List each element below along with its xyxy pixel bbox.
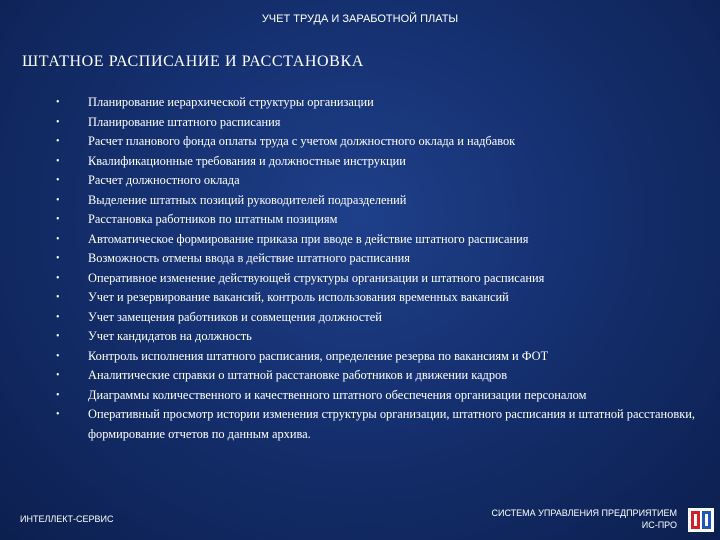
bullet: •	[56, 272, 60, 284]
list-item-text: Расстановка работников по штатным позициям	[88, 212, 338, 226]
list-item-text: Выделение штатных позиций руководителей подразделений	[88, 192, 407, 207]
list-item-text: Планирование иерархической структуры организации	[88, 95, 374, 109]
company-name: ИНТЕЛЛЕКТ-СЕРВИС	[20, 514, 114, 524]
list-item-text: Оперативный просмотр истории изменения структуры организации, штатного расписания и штатной расстановки, формирование отчетов по данным архива.	[88, 407, 695, 441]
list-item-text: Диаграммы количественного и качественного штатного обеспечения организации персоналом	[88, 387, 587, 402]
company-logo-icon	[688, 508, 714, 532]
list-item	[56, 249, 706, 269]
bullet: •	[56, 331, 60, 342]
list-item	[56, 269, 706, 289]
product-name-line1: СИСТЕМА УПРАВЛЕНИЯ ПРЕДПРИЯТИЕМ	[491, 508, 677, 518]
list-item-text: Учет и резервирование вакансий, контроль использования временных вакансий	[88, 290, 509, 304]
bullet: •	[56, 253, 60, 264]
list-item-text: Контроль исполнения штатного расписания, определение резерва по вакансиям и ФОТ	[88, 348, 549, 363]
list-item-text: Оперативное изменение действующей структуры организации и штатного расписания	[88, 270, 545, 285]
list-item-text: Автоматическое формирование приказа при вводе в действие штатного расписания	[88, 231, 529, 246]
list-item-text: Возможность отмены ввода в действие штатного расписания	[88, 251, 410, 265]
list-item-text: Расчет планового фонда оплаты труда с учетом должностного оклада и надбавок	[88, 134, 516, 148]
list-item	[56, 327, 706, 347]
bullet: •	[56, 116, 60, 128]
bullet: •	[56, 233, 60, 245]
list-item	[56, 210, 706, 230]
list-item	[56, 191, 706, 211]
list-item	[56, 171, 706, 191]
bullet: •	[56, 292, 60, 303]
bullet: •	[56, 136, 60, 147]
list-item-text: Расчет должностного оклада	[88, 173, 240, 187]
list-item-text: Учет кандидатов на должность	[88, 329, 252, 343]
bullet: •	[56, 350, 60, 362]
list-item	[56, 230, 706, 250]
list-item	[56, 405, 706, 444]
list-item	[56, 288, 706, 308]
bullet: •	[56, 194, 60, 206]
list-item	[56, 152, 706, 172]
bullet: •	[56, 175, 60, 186]
feature-list	[56, 93, 706, 444]
list-item	[56, 93, 706, 113]
list-item	[56, 132, 706, 152]
list-item-text: Аналитические справки о штатной расстановке работников и движении кадров	[88, 368, 508, 382]
bullet: •	[56, 409, 60, 420]
bullet: •	[56, 97, 60, 108]
product-name-line2: ИС-ПРО	[641, 520, 677, 530]
list-item-text: Планирование штатного расписания	[88, 114, 281, 129]
slide-title: ШТАТНОЕ РАСПИСАНИЕ И РАССТАНОВКА	[22, 53, 364, 70]
slide-header: УЧЕТ ТРУДА И ЗАРАБОТНОЙ ПЛАТЫ	[261, 13, 459, 25]
list-item-text: Учет замещения работников и совмещения должностей	[88, 309, 382, 324]
bullet: •	[56, 155, 60, 167]
bullet: •	[56, 214, 60, 225]
bullet: •	[56, 389, 60, 401]
list-item	[56, 347, 706, 367]
bullet: •	[56, 311, 60, 323]
list-item	[56, 386, 706, 406]
list-item	[56, 113, 706, 133]
list-item-text: Квалификационные требования и должностные инструкции	[88, 153, 406, 168]
list-item	[56, 366, 706, 386]
product-name	[491, 507, 677, 531]
bullet: •	[56, 370, 60, 381]
list-item	[56, 308, 706, 328]
